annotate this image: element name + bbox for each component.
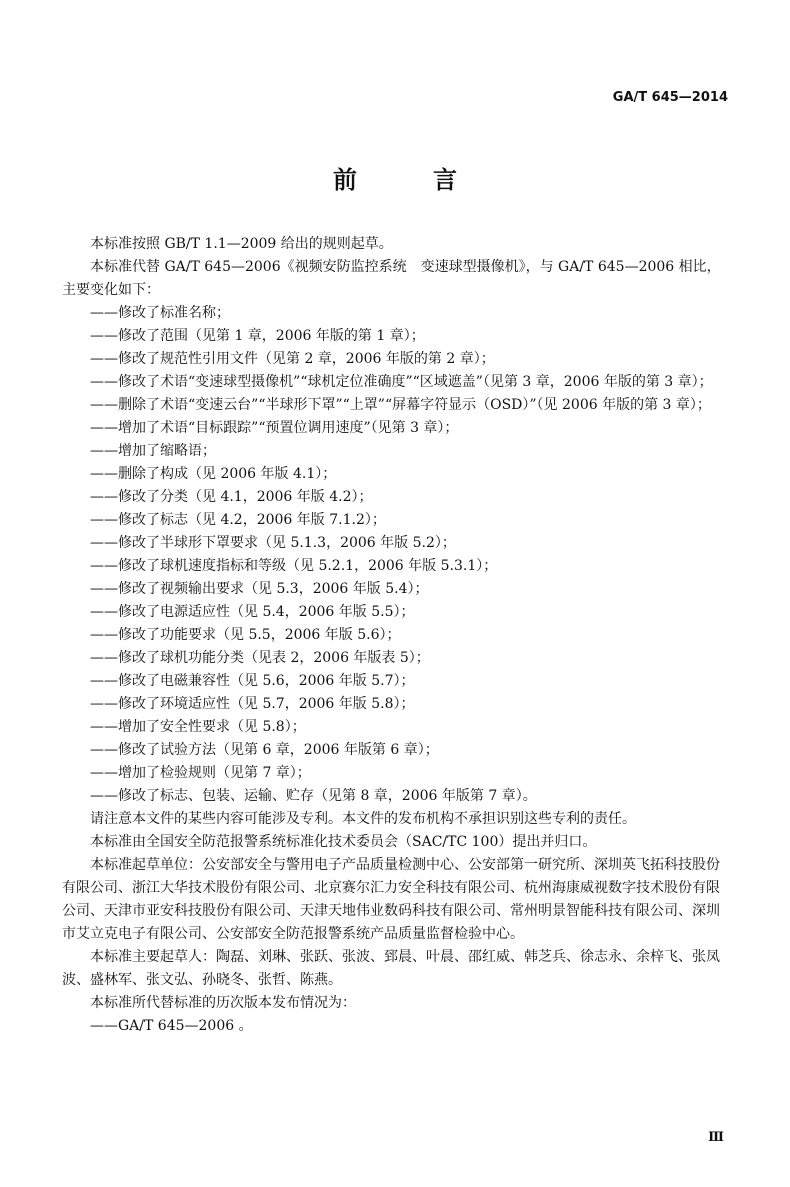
list-item: ——修改了分类（见 4.1，2006 年版 4.2）； (90, 489, 373, 505)
page-number: Ⅲ (708, 1130, 724, 1145)
proposer-paragraph: 本标准由全国安全防范报警系统标准化技术委员会（SAC/TC 100）提出并归口。 (90, 834, 597, 850)
list-item: ——修改了视频输出要求（见 5.3，2006 年版 5.4）； (90, 581, 429, 597)
list-item: ——修改了功能要求（见 5.5，2006 年版 5.6）； (90, 627, 401, 643)
drafters-paragraph: 本标准主要起草人：陶磊、刘琳、张跃、张波、郅晨、叶晨、邵红威、韩芝兵、徐志永、余梓飞、张凤波、盛林军、张文弘、孙晓冬、张哲、陈燕。 (62, 949, 720, 988)
list-item: ——删除了构成（见 2006 年版 4.1）； (90, 466, 337, 482)
list-item: ——修改了术语“变速球型摄像机”“球机定位准确度”“区域遮盖”（见第 3 章，2006 年版的第 3 章）； (90, 374, 713, 390)
list-item: ——修改了环境适应性（见 5.7，2006 年版 5.8）； (90, 696, 415, 712)
list-item: ——修改了标志（见 4.2，2006 年版 7.1.2）； (90, 512, 386, 528)
list-item: ——修改了规范性引用文件（见第 2 章，2006 年版的第 2 章）； (90, 351, 495, 367)
patent-notice: 请注意本文件的某些内容可能涉及专利。本文件的发布机构不承担识别这些专利的责任。 (90, 811, 636, 827)
list-item: ——修改了半球形下罩要求（见 5.1.3，2006 年版 5.2）； (90, 535, 456, 551)
list-item: ——增加了检验规则（见第 7 章）； (90, 765, 311, 781)
list-item: ——修改了标志、包装、运输、贮存（见第 8 章，2006 年版第 7 章）。 (90, 788, 537, 804)
list-item: ——修改了电磁兼容性（见 5.6，2006 年版 5.7）； (90, 673, 415, 689)
document-body (62, 233, 732, 1038)
intro-paragraph: 本标准代替 GA/T 645—2006《视频安防监控系统 变速球型摄像机》，与 GA/T 645—2006 相比，主要变化如下： (62, 259, 721, 298)
list-item: ——增加了安全性要求（见 5.8）； (90, 719, 306, 735)
list-item: ——修改了电源适应性（见 5.4，2006 年版 5.5）； (90, 604, 415, 620)
list-item: ——修改了试验方法（见第 6 章，2006 年版第 6 章）； (90, 742, 439, 758)
history-intro: 本标准所代替标准的历次版本发布情况为： (90, 995, 356, 1011)
list-item: ——增加了术语“目标跟踪”“预置位调用速度”（见第 3 章）； (90, 420, 459, 436)
standard-code: GA/T 645—2014 (612, 90, 728, 105)
list-item: ——增加了缩略语； (90, 443, 216, 459)
page-title: 前 言 (333, 166, 483, 194)
list-item: ——修改了球机功能分类（见表 2，2006 年版表 5）； (90, 650, 430, 666)
list-item: ——修改了球机速度指标和等级（见 5.2.1，2006 年版 5.3.1）； (90, 558, 498, 574)
drafting-units-paragraph: 本标准起草单位：公安部安全与警用电子产品质量检测中心、公安部第一研究所、深圳英飞拓科技股份有限公司、浙江大华技术股份有限公司、北京赛尔汇力安全科技有限公司、杭州海康威视数字技术股份有限公司、天津市亚安科技股份有限公司、天津天地伟业数码科技有限公司、常州明景智能科技有限公司、深圳市艾立克电子有限公司、公安部安全防范报警系统产品质量监督检验中心。 (62, 857, 720, 942)
list-item: ——删除了术语“变速云台”“半球形下罩”“上罩”“屏幕字符显示（OSD）”（见 2006 年版的第 3 章）； (90, 397, 711, 413)
history-item: ——GA/T 645—2006 。 (90, 1018, 253, 1034)
list-item: ——修改了标准名称； (90, 305, 230, 321)
changes-list (62, 302, 732, 808)
intro-paragraph: 本标准按照 GB/T 1.1—2009 给出的规则起草。 (90, 236, 393, 252)
list-item: ——修改了范围（见第 1 章，2006 年版的第 1 章）； (90, 328, 425, 344)
